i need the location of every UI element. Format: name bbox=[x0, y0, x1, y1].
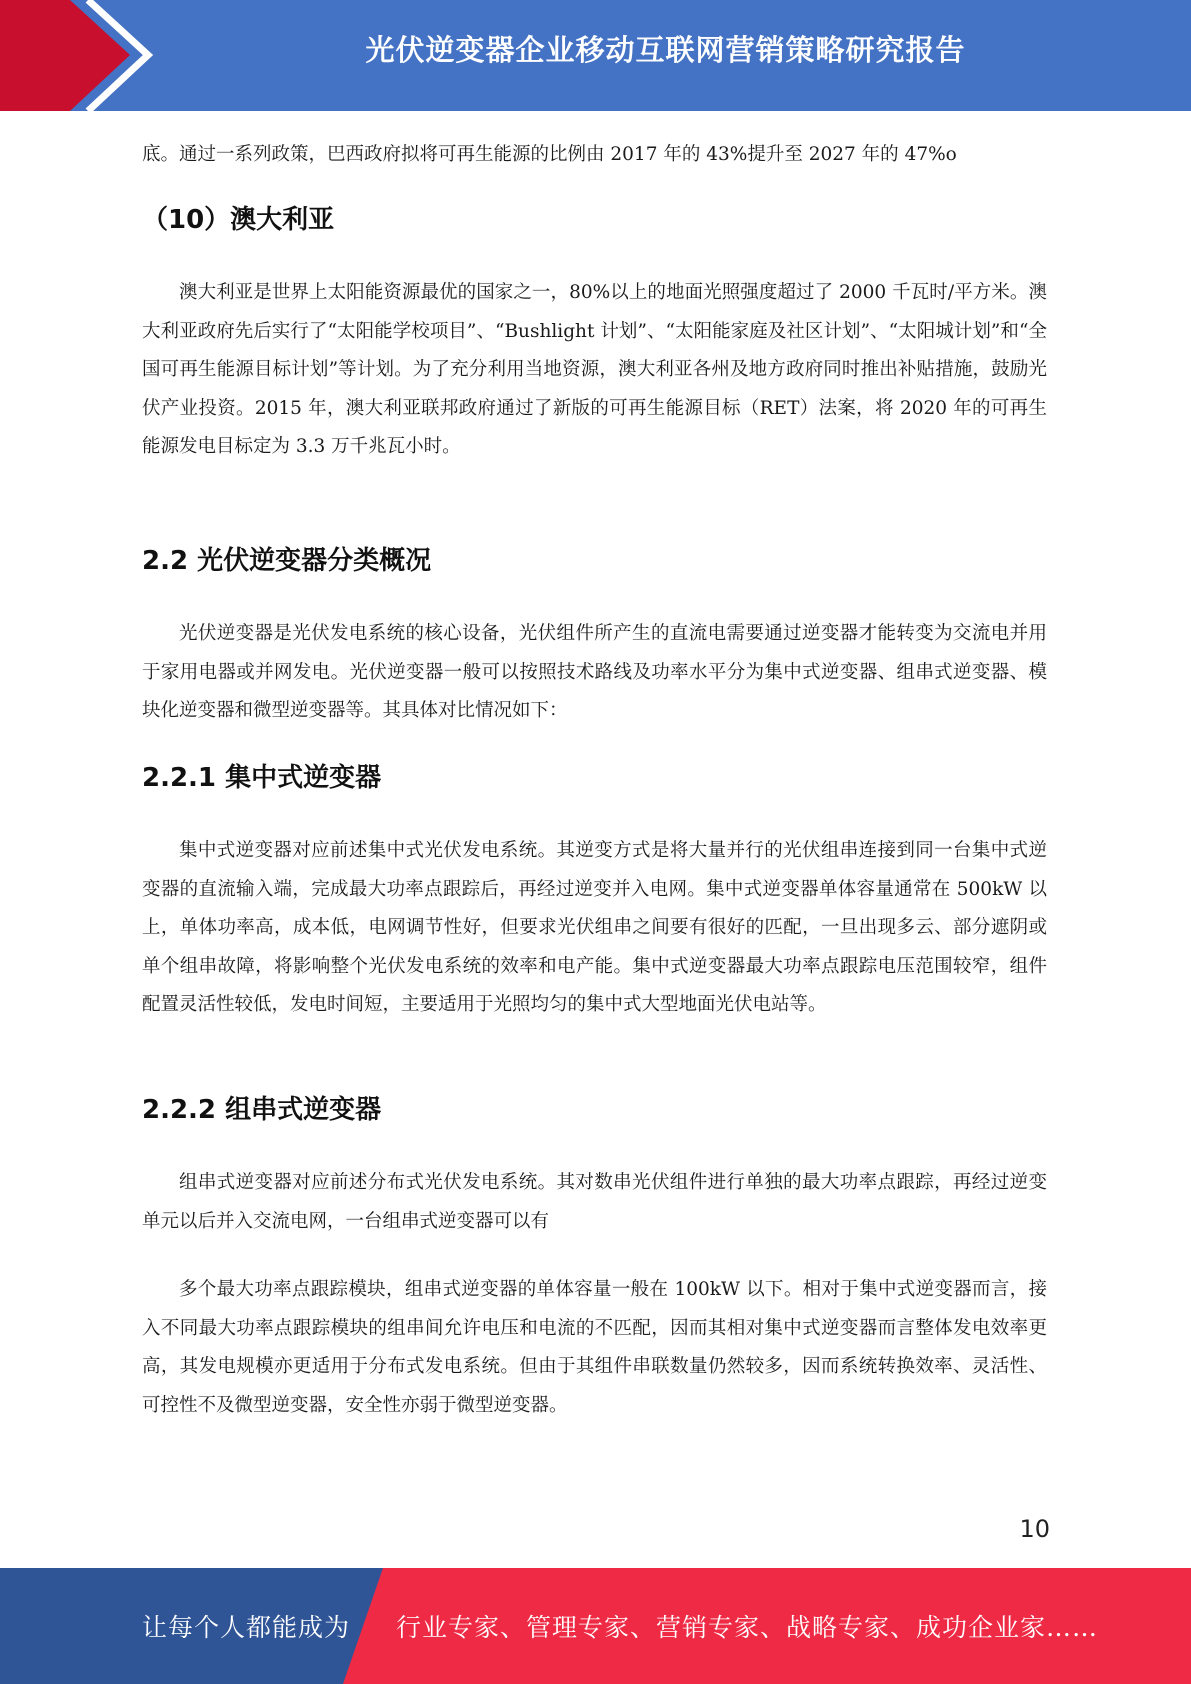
footer-slogan-left: 让每个人都能成为 bbox=[142, 1613, 351, 1642]
page-header bbox=[0, 0, 1191, 111]
page-footer bbox=[0, 1568, 1191, 1684]
footer-slogan-right: 行业专家、管理专家、营销专家、战略专家、成功企业家…… bbox=[396, 1613, 1099, 1642]
heading-section-2-2-1: 2.2.1 集中式逆变器 bbox=[142, 763, 382, 793]
paragraph-section-2-2-2-b: 多个最大功率点跟踪模块，组串式逆变器的单体容量一般在 100kW 以下。相对于集中式逆变器而言，接入不同最大功率点跟踪模块的组串间允许电压和电流的不匹配，因而其相对集中式逆变器而言整体发电效率更高，其发电规模亦更适用于分布式发电系统。但由于其组件串联数量仍然较多，因而系统转换效率、灵活性、可控性不及微型逆变器，安全性亦弱于微型逆变器。 bbox=[142, 1279, 1047, 1416]
header-arrow-decoration bbox=[0, 0, 200, 111]
heading-section-2-2-2: 2.2.2 组串式逆变器 bbox=[142, 1095, 382, 1125]
page-number: 10 bbox=[1019, 1515, 1050, 1543]
paragraph-australia: 澳大利亚是世界上太阳能资源最优的国家之一，80%以上的地面光照强度超过了 2000 千瓦时/平方米。澳大利亚政府先后实行了“太阳能学校项目”、“Bushlight 计划”、“太阳能家庭及社区计划”、“太阳城计划”和“全国可再生能源目标计划”等计划。为了充分利用当地资源，澳大利亚各州及地方政府同时推出补贴措施，鼓励光伏产业投资。2015 年，澳大利亚联邦政府通过了新版的可再生能源目标（RET）法案，将 2020 年的可再生能源发电目标定为 3.3 万千兆瓦小时。 bbox=[142, 282, 1047, 457]
paragraph-continued: 底。通过一系列政策，巴西政府拟将可再生能源的比例由 2017 年的 43%提升至 2027 年的 47%o bbox=[142, 144, 957, 165]
paragraph-section-2-2-1: 集中式逆变器对应前述集中式光伏发电系统。其逆变方式是将大量并行的光伏组串连接到同一台集中式逆变器的直流输入端，完成最大功率点跟踪后，再经过逆变并入电网。集中式逆变器单体容量通常在 500kW 以上，单体功率高，成本低，电网调节性好，但要求光伏组串之间要有很好的匹配，一旦出现多云、部分遮阴或单个组串故障，将影响整个光伏发电系统的效率和电产能。集中式逆变器最大功率点跟踪电压范围较窄，组件配置灵活性较低，发电时间短，主要适用于光照均匀的集中式大型地面光伏电站等。 bbox=[142, 840, 1047, 1015]
report-title: 光伏逆变器企业移动互联网营销策略研究报告 bbox=[365, 33, 966, 67]
heading-section-2-2: 2.2 光伏逆变器分类概况 bbox=[142, 546, 432, 576]
paragraph-section-2-2-2-a: 组串式逆变器对应前述分布式光伏发电系统。其对数串光伏组件进行单独的最大功率点跟踪，再经过逆变单元以后并入交流电网，一台组串式逆变器可以有 bbox=[142, 1172, 1047, 1232]
heading-australia: （10）澳大利亚 bbox=[142, 205, 335, 235]
paragraph-section-2-2: 光伏逆变器是光伏发电系统的核心设备，光伏组件所产生的直流电需要通过逆变器才能转变为交流电并用于家用电器或并网发电。光伏逆变器一般可以按照技术路线及功率水平分为集中式逆变器、组串式逆变器、模块化逆变器和微型逆变器等。其具体对比情况如下： bbox=[142, 623, 1047, 721]
